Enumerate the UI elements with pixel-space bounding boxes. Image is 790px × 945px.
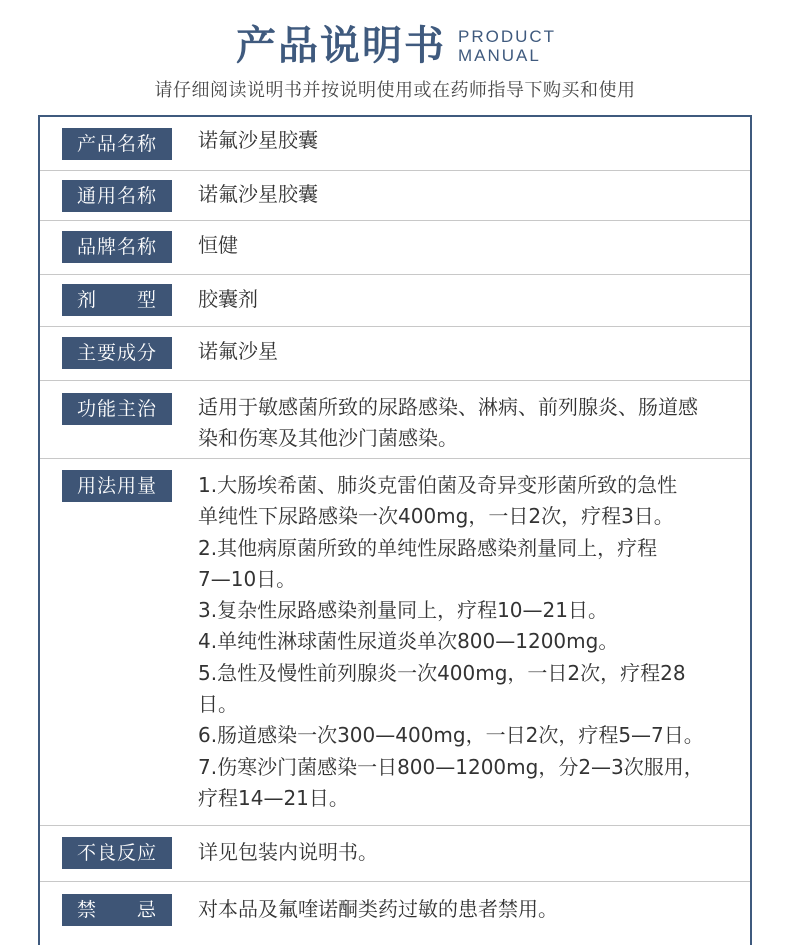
usage-line: 4.单纯性淋球菌性尿道炎单次800—1200mg。 <box>198 629 619 654</box>
label-contraindications: 禁 忌 <box>62 894 172 926</box>
page-title: 产品说明书 <box>236 23 446 69</box>
label-main-ingredient: 主要成分 <box>62 337 172 369</box>
value-main-ingredient: 诺氟沙星 <box>198 339 278 363</box>
page-title-english <box>458 27 556 65</box>
usage-line: 1.大肠埃希菌、肺炎克雷伯菌及奇异变形菌所致的急性 <box>198 473 678 497</box>
value-usage-dosage <box>198 470 743 814</box>
row-usage-dosage <box>40 459 750 826</box>
spec-table <box>38 115 752 945</box>
row-brand-name <box>40 221 750 275</box>
value-indications <box>198 392 743 455</box>
label-indications: 功能主治 <box>62 393 172 425</box>
row-dosage-form <box>40 275 750 327</box>
usage-line: 5.急性及慢性前列腺炎一次400mg，一日2次，疗程28 <box>198 660 686 685</box>
indications-line-2: 染和伤寒及其他沙门菌感染。 <box>198 426 458 451</box>
usage-line: 日。 <box>198 692 238 717</box>
value-product-name: 诺氟沙星胶囊 <box>198 128 318 152</box>
value-brand-name: 恒健 <box>198 233 238 257</box>
label-generic-name: 通用名称 <box>62 180 172 212</box>
label-adverse-reactions: 不良反应 <box>62 837 172 869</box>
value-adverse-reactions: 详见包装内说明书。 <box>198 840 378 864</box>
usage-line: 7—10日。 <box>198 566 297 591</box>
title-en-line-2: MANUAL <box>458 46 541 65</box>
usage-line: 疗程14—21日。 <box>198 785 349 810</box>
title-en-line-1: PRODUCT <box>458 27 557 46</box>
row-adverse-reactions <box>40 826 750 882</box>
label-dosage-form: 剂 型 <box>62 284 172 316</box>
row-product-name <box>40 117 750 171</box>
value-generic-name: 诺氟沙星胶囊 <box>198 182 318 206</box>
row-generic-name <box>40 171 750 221</box>
subtitle: 请仔细阅读说明书并按说明使用或在药师指导下购买和使用 <box>154 80 636 101</box>
value-contraindications: 对本品及氟喹诺酮类药过敏的患者禁用。 <box>198 897 558 921</box>
row-indications <box>40 381 750 459</box>
usage-line: 6.肠道感染一次300—400mg，一日2次，疗程5—7日。 <box>198 723 704 748</box>
header <box>0 0 790 110</box>
usage-line: 3.复杂性尿路感染剂量同上，疗程10—21日。 <box>198 598 608 623</box>
label-usage-dosage: 用法用量 <box>62 470 172 502</box>
value-dosage-form: 胶囊剂 <box>198 287 258 311</box>
label-product-name: 产品名称 <box>62 128 172 160</box>
usage-line: 7.伤寒沙门菌感染一日800—1200mg，分2—3次服用， <box>198 754 704 779</box>
title-block <box>236 22 556 70</box>
usage-line: 2.其他病原菌所致的单纯性尿路感染剂量同上，疗程 <box>198 535 658 560</box>
row-contraindications <box>40 882 750 942</box>
label-brand-name: 品牌名称 <box>62 231 172 263</box>
usage-line: 单纯性下尿路感染一次400mg，一日2次，疗程3日。 <box>198 504 674 529</box>
row-main-ingredient <box>40 327 750 381</box>
indications-line-1: 适用于敏感菌所致的尿路感染、淋病、前列腺炎、肠道感 <box>198 395 698 419</box>
